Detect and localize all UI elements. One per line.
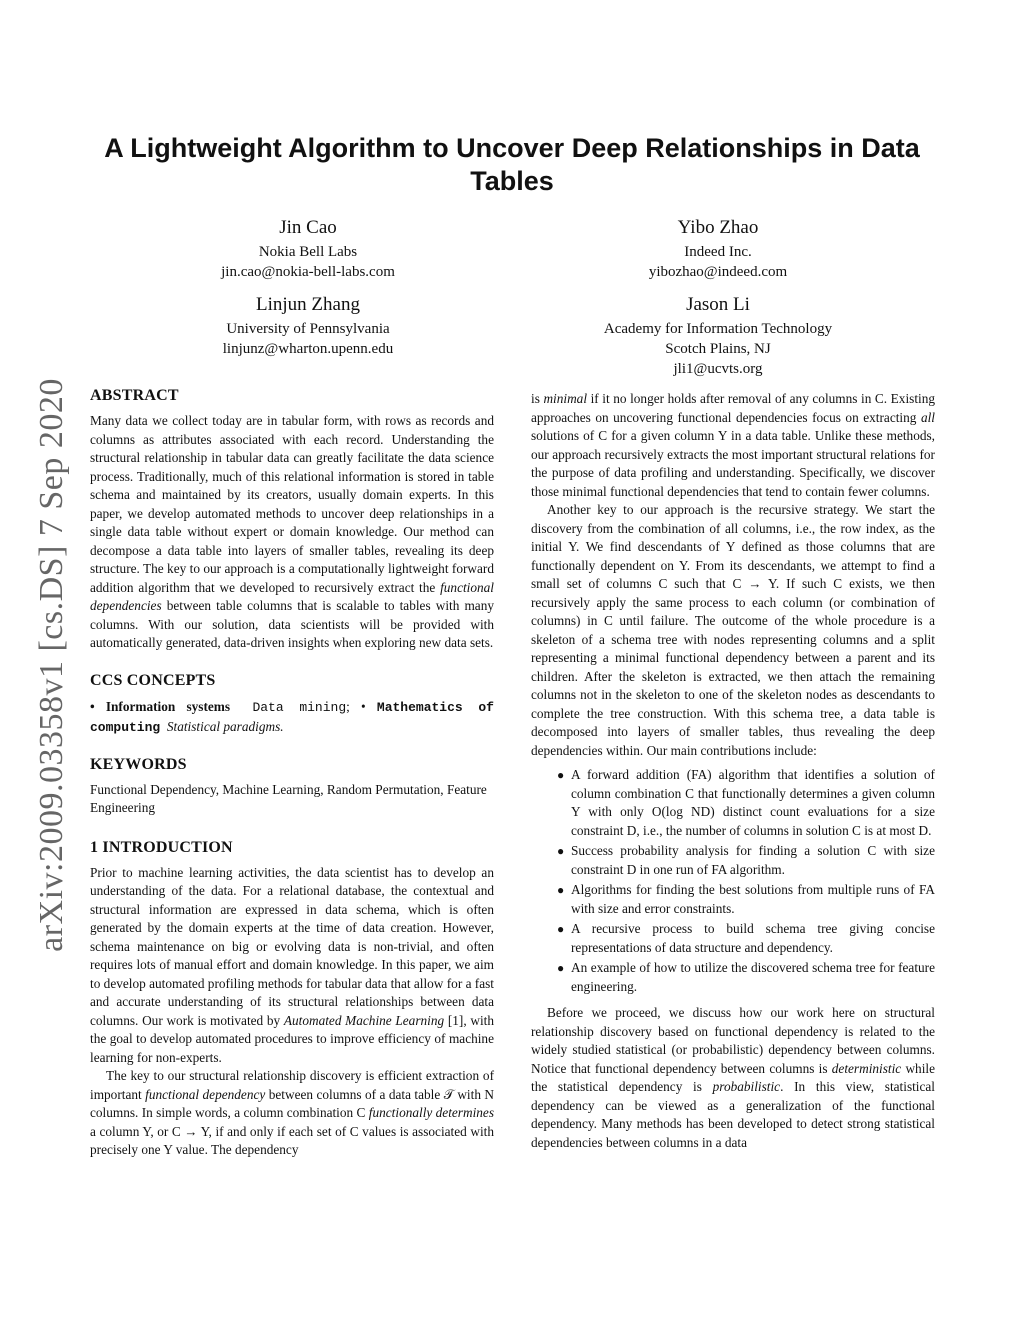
- intro-text-part: Prior to machine learning activities, the data scientist has to develop an understanding of the data. For a relational database, the contextual and structural information are expressed in data schema, which is often generated by the domain experts at the time of data creation. However, schema maintenance on big or evolving data is non-trivial, and often requires lots of manual effort and domain knowledge. In this paper, we aim to develop automated profiling methods for tabular data that allow for a fast and accurate understanding of its structural relationships between data columns. Our work is motivated by: [90, 864, 494, 1028]
- abstract-text-part: between table columns that is scalable to tables with many columns. With our solution, data scientists will be provided with automatically generated, data-driven insights when exploring new data sets.: [90, 598, 494, 650]
- author-affiliation: Academy for Information Technology: [603, 321, 833, 337]
- contribution-item: [557, 881, 935, 918]
- intro-paragraph-1: [90, 864, 494, 1068]
- contribution-text: A recursive process to build schema tree giving concise representations of data structure and dependency.: [571, 921, 935, 955]
- bullet-icon: ●: [557, 768, 565, 782]
- author-affiliation: Indeed Inc.: [684, 244, 752, 260]
- intro-text-part: [1], with the goal to develop automated procedures to improve efficiency of machine learning for non-experts.: [90, 1012, 494, 1065]
- author-email: yibozhao@indeed.com: [648, 264, 788, 280]
- bullet-icon: ●: [557, 961, 565, 975]
- author-block-4: [508, 293, 928, 379]
- intro-emphasis: functionally determines: [368, 1105, 495, 1120]
- keywords-section: [90, 755, 494, 818]
- intro-emphasis: functional dependency: [145, 1086, 266, 1102]
- right-text-part: solutions of C for a given column Y in a data table. Unlike these methods, our approach recursively extracts the most important structural relations for the purpose of data profiling and understanding. Specifically, we discover those minimal functional dependencies that tend to contain fewer columns.: [531, 428, 935, 499]
- contribution-text: Algorithms for finding the best solutions from multiple runs of FA with size and error constraints.: [571, 882, 935, 916]
- author-name: Jason Li: [686, 294, 750, 315]
- keywords-heading: KEYWORDS: [90, 755, 187, 773]
- author-block-2: [508, 216, 928, 282]
- arxiv-identifier-text: arXiv:2009.03358v1 [cs.DS] 7 Sep 2020: [33, 378, 71, 952]
- abstract-heading: ABSTRACT: [90, 387, 179, 404]
- contribution-item: [557, 920, 935, 957]
- author-block-3: [98, 293, 518, 359]
- introduction-section: [90, 838, 494, 1160]
- author-email: linjunz@wharton.upenn.edu: [222, 341, 394, 357]
- abstract-emphasis: functional dependencies: [90, 579, 494, 613]
- right-text-part: if it no longer holds after removal of any columns in C. Existing approaches on uncovering functional dependencies focus on extracting: [531, 391, 935, 425]
- ccs-term-2: Statistical paradigms.: [166, 718, 284, 734]
- contribution-item: [557, 842, 935, 879]
- ccs-section: [90, 671, 494, 737]
- intro-emphasis: Automated Machine Learning: [283, 1012, 445, 1028]
- author-block-1: [98, 216, 518, 282]
- author-affiliation: University of Pennsylvania: [226, 321, 390, 337]
- keywords-text: Functional Dependency, Machine Learning, Random Permutation, Feature Engineering: [90, 781, 487, 815]
- right-emphasis: deterministic: [831, 1060, 902, 1076]
- author-name: Jin Cao: [279, 217, 337, 238]
- right-text-part: . In this view, statistical dependency can be viewed as a generalization of the functional dependency. Many methods has been developed to detect strong statistical dependencies between columns in a data: [531, 1079, 935, 1150]
- author-email: jin.cao@nokia-bell-labs.com: [221, 264, 395, 280]
- ccs-term-1: Data mining: [252, 699, 347, 715]
- ccs-separator: ; •: [346, 698, 366, 714]
- right-paragraph-2: Another key to our approach is the recursive strategy. We start the discovery from the combination of all columns, i.e., the row index, as the initial Y. We find descendants of Y defined as those columns that are functionally dependent on Y. From its descendants, we attempt to find a small set of columns C such that C → Y. If such C exists, we then recursively apply the same process to each column (or combination of columns) in C until failure. The outcome of the whole procedure is a skeleton of a schema tree with nodes representing columns and a split representing a minimal functional dependency between a parent and its children. After the skeleton is extracted, we then attach the remaining columns not in the skeleton to one of the skeleton nodes as descendants to complete the tree construction. With this schema tree, a data table is decomposed into layers of smaller tables, thus revealing the deep dependencies within. Our main contributions include:: [531, 502, 935, 758]
- contribution-text: A forward addition (FA) algorithm that identifies a solution of column combination C that functionally determines a given column Y with only O(log ND) distinct count evaluations for a size constraint D, i.e., the number of columns in solution C is at most D.: [571, 767, 935, 838]
- right-emphasis: probabilistic: [712, 1079, 781, 1094]
- contribution-item: [557, 959, 935, 996]
- contribution-item: [557, 766, 935, 840]
- right-text-part: while the statistical dependency is: [531, 1060, 935, 1094]
- abstract-section: [90, 386, 494, 653]
- author-name: Linjun Zhang: [256, 294, 360, 315]
- bullet-icon: ●: [557, 844, 565, 858]
- abstract-text: [90, 412, 494, 653]
- ccs-category-1: • Information systems: [90, 698, 231, 714]
- abstract-text-part: Many data we collect today are in tabular form, with rows as records and columns as attributes associated with each record. Understanding the structural relationship in tabular data can greatly facilitate the data science process. Traditionally, much of this relational information is stored in table schema and maintained by its creators, usually domain experts. In this paper, we develop automated methods to uncover deep relationships in a single data table without expert or domain knowledge. Our method can decompose a data table into layers of smaller tables, revealing its deep structure. The key to our approach is a computationally lightweight forward addition algorithm that we developed to recursively extract the: [90, 413, 494, 595]
- bullet-icon: ●: [557, 922, 565, 936]
- right-paragraph-1: [531, 390, 935, 501]
- arxiv-identifier-stamp: [20, 365, 84, 965]
- right-paragraph-3: [531, 1004, 935, 1152]
- left-column: [90, 386, 494, 1174]
- right-column: [531, 390, 935, 1152]
- author-name: Yibo Zhao: [677, 217, 759, 238]
- ccs-concepts-text: [90, 697, 494, 737]
- author-location: Scotch Plains, NJ: [665, 341, 771, 357]
- ccs-category-2: Mathematics of computing: [90, 699, 494, 735]
- right-text-part: is: [531, 391, 544, 406]
- right-emphasis: all: [920, 409, 935, 425]
- contribution-text: An example of how to utilize the discovered schema tree for feature engineering.: [571, 960, 935, 994]
- intro-text-part: The key to our structural relationship discovery is efficient extraction of important: [90, 1068, 494, 1102]
- contributions-list: [531, 766, 935, 996]
- right-emphasis: minimal: [543, 391, 588, 406]
- author-affiliation: Nokia Bell Labs: [258, 244, 358, 260]
- ccs-heading: CCS CONCEPTS: [90, 671, 216, 689]
- intro-paragraph-2: [90, 1067, 494, 1160]
- right-text-part: Before we proceed, we discuss how our work here on structural relationship discovery based on functional dependency is related to the widely studied statistical (or probabilistic) dependency between columns. Notice that functional dependency between columns is: [531, 1005, 935, 1076]
- intro-text-part: between columns of a data table 𝒯 with N columns. In simple words, a column combination C: [90, 1086, 495, 1120]
- intro-text-part: a column Y, or C → Y, if and only if each set of C values is associated with precisely one Y value. The dependency: [90, 1123, 494, 1157]
- introduction-heading: 1 INTRODUCTION: [90, 838, 233, 856]
- bullet-icon: ●: [557, 883, 565, 897]
- paper-title: A Lightweight Algorithm to Uncover Deep Relationships in Data Tables: [104, 133, 920, 196]
- author-email: jli1@ucvts.org: [673, 361, 763, 377]
- contribution-text: Success probability analysis for finding a solution C with size constraint D in one run of FA algorithm.: [571, 843, 935, 877]
